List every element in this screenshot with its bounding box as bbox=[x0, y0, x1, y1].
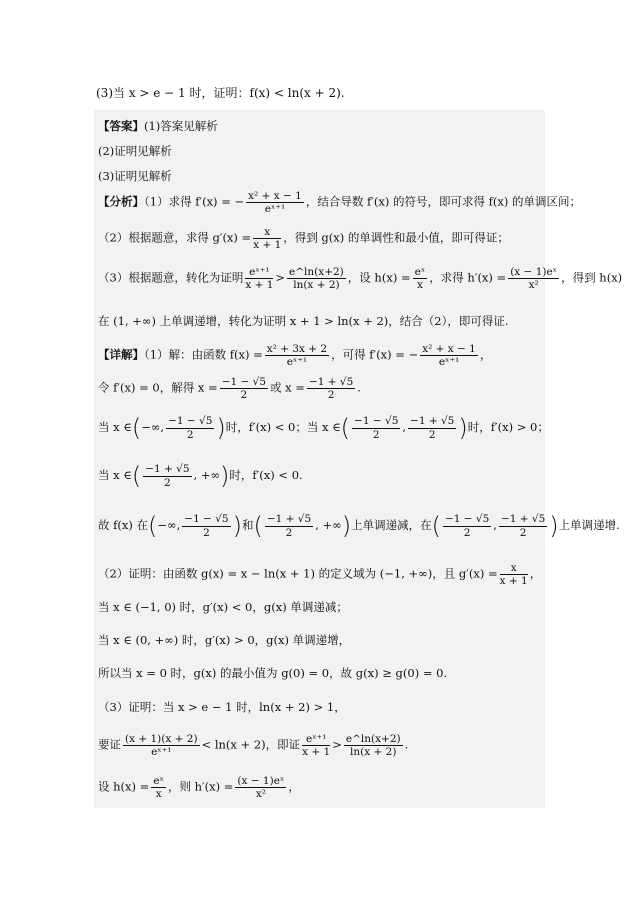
fraction bbox=[246, 190, 304, 215]
detail-d6-end: ， bbox=[529, 566, 542, 581]
detail-line-4 bbox=[98, 462, 303, 490]
frac-num: (x − 1)eˣ bbox=[510, 266, 558, 278]
frac-den: 2 bbox=[186, 428, 194, 441]
detail-line-3: 当 x ∈(−∞, $\frac{-1 - √5}{2}$ )时，f′(x) < 0；当 x ∈( $\frac{-1 - √5}{2}$ , $\frac{-1 + √5}{2}$ )时，f′(x) > 0； bbox=[98, 414, 549, 442]
frac-num: x² + x − 1 bbox=[422, 343, 476, 355]
detail-d11-mid: < ln(x + 2)，即证 bbox=[201, 737, 301, 752]
paren-open: ( bbox=[431, 512, 441, 540]
analysis-l3-text-b: ，得到 h(x) bbox=[561, 270, 623, 285]
frac-den: x + 1 bbox=[245, 279, 274, 292]
frac-num: x bbox=[500, 562, 528, 575]
frac-den: x² bbox=[528, 279, 539, 292]
answer-part-3: (3)证明见解析 bbox=[98, 169, 172, 183]
paren-open: ( bbox=[340, 414, 351, 442]
fraction bbox=[443, 513, 491, 538]
detail-d1-text: （1）解：由函数 f(x) = bbox=[144, 347, 263, 362]
frac-den: eˣ⁺¹ bbox=[286, 356, 308, 369]
fraction bbox=[307, 376, 355, 401]
detail-d4-end: 时，f′(x) < 0. bbox=[229, 468, 303, 482]
paren-open: ( bbox=[131, 414, 142, 442]
fraction bbox=[500, 562, 528, 587]
fraction bbox=[352, 415, 400, 440]
detail-line-5: 故 f(x) 在(−∞, $\frac{-1 - √5}{2}$ )和( $\frac{-1 + √5}{2}$ , +∞)上单调递减，在( $\frac{-1 - √5}{2}$ , $\frac{-1 + √5}{2}$ )上单调递增. bbox=[98, 512, 620, 540]
frac-den: 2 bbox=[285, 526, 293, 539]
frac-num: −1 + √5 bbox=[308, 376, 354, 388]
analysis-l3-mid: ，设 h(x) = bbox=[347, 270, 411, 285]
answer-label: 【答案】 bbox=[98, 119, 144, 133]
paren-close: ) bbox=[216, 414, 226, 442]
frac-den: 2 bbox=[372, 428, 380, 441]
analysis-line-1 bbox=[98, 190, 581, 215]
detail-d5-text: 故 f(x) 在 bbox=[98, 518, 149, 532]
frac-num: −1 + √5 bbox=[266, 513, 312, 526]
fraction bbox=[499, 513, 547, 538]
detail-d5-mid: 上单调递减，在 bbox=[351, 518, 432, 532]
frac-num: −1 + √5 bbox=[410, 415, 455, 428]
frac-den: eˣ⁺¹ bbox=[264, 203, 286, 216]
detail-d12-mid: ，则 h′(x) = bbox=[167, 779, 234, 794]
frac-den: 2 bbox=[327, 389, 335, 402]
paren-close: ) bbox=[458, 414, 468, 442]
fraction bbox=[253, 226, 281, 251]
frac-num: (x + 1)(x + 2) bbox=[125, 733, 198, 745]
frac-den: eˣ⁺¹ bbox=[151, 746, 172, 759]
fraction bbox=[151, 775, 166, 800]
frac-num: −1 − √5 bbox=[444, 513, 490, 526]
frac-den: x bbox=[155, 788, 162, 801]
fraction bbox=[220, 376, 268, 401]
analysis-l3-mid2: ，求得 h′(x) = bbox=[429, 270, 507, 285]
frac-den: x + 1 bbox=[302, 746, 331, 759]
detail-line-10: （3）证明：当 x > e − 1 时，ln(x + 2) > 1， bbox=[98, 700, 346, 714]
detail-line-2 bbox=[98, 376, 361, 401]
frac-num: −1 − √5 bbox=[221, 376, 267, 388]
paren-close: ) bbox=[549, 512, 559, 540]
fraction bbox=[245, 266, 273, 291]
frac-num: eˣ bbox=[414, 266, 426, 278]
analysis-l2-text: （2）根据题意，求得 g′(x) = bbox=[98, 230, 252, 245]
paren-close: ) bbox=[341, 512, 352, 540]
frac-den: 2 bbox=[240, 389, 248, 402]
paren-open: ( bbox=[148, 512, 158, 540]
frac-den: eˣ⁺¹ bbox=[438, 356, 460, 369]
detail-line-12 bbox=[98, 775, 300, 800]
frac-num: −1 + √5 bbox=[145, 463, 190, 476]
detail-line-7: 当 x ∈ (−1, 0) 时，g′(x) < 0，g(x) 单调递减； bbox=[98, 600, 348, 614]
analysis-line-2 bbox=[98, 226, 509, 251]
fraction bbox=[508, 266, 559, 291]
detail-line-11 bbox=[98, 733, 408, 758]
frac-den: ln(x + 2) bbox=[350, 746, 397, 759]
frac-den: x + 1 bbox=[253, 239, 282, 252]
frac-den: x bbox=[416, 279, 423, 292]
gt-sign: > bbox=[275, 270, 286, 285]
analysis-line-3 bbox=[98, 266, 622, 291]
frac-num: eˣ⁺¹ bbox=[302, 733, 330, 746]
frac-den: 2 bbox=[463, 526, 471, 539]
frac-den: x² bbox=[255, 788, 266, 801]
answer-part-1: (1)答案见解析 bbox=[144, 119, 218, 133]
analysis-l2-text-b: ，得到 g(x) 的单调性和最小值，即可得证； bbox=[283, 230, 509, 245]
frac-den: ln(x + 2) bbox=[293, 279, 340, 292]
paren-close: ) bbox=[220, 462, 230, 490]
detail-d12-text: 设 h(x) = bbox=[98, 779, 150, 794]
frac-num: eˣ⁺¹ bbox=[245, 266, 273, 279]
detail-line-9: 所以当 x = 0 时，g(x) 的最小值为 g(0) = 0，故 g(x) ≥ g(0) = 0. bbox=[98, 666, 448, 680]
frac-num: −1 + √5 bbox=[500, 513, 546, 526]
fraction bbox=[143, 463, 191, 488]
detail-d12-end: ， bbox=[288, 779, 300, 794]
analysis-line-4: 在 (1, +∞) 上单调递增，转化为证明 x + 1 > ln(x + 2)，结合（2），即可得证. bbox=[98, 314, 509, 328]
and-word: 和 bbox=[241, 518, 254, 532]
interval-right: , +∞ bbox=[193, 468, 221, 482]
gt-sign: > bbox=[332, 737, 342, 752]
interval-right: , +∞ bbox=[315, 518, 342, 532]
frac-num: −1 − √5 bbox=[184, 513, 229, 526]
detail-d3-mid: 时，f′(x) < 0；当 x ∈ bbox=[225, 420, 341, 434]
detail-line-1 bbox=[98, 343, 491, 368]
frac-den: 2 bbox=[164, 476, 171, 489]
fraction bbox=[287, 266, 346, 291]
fraction bbox=[420, 343, 478, 368]
fraction bbox=[166, 415, 214, 440]
frac-num: −1 − √5 bbox=[354, 415, 399, 428]
analysis-l3-text: （3）根据题意，转化为证明 bbox=[98, 270, 244, 285]
fraction bbox=[182, 513, 230, 538]
analysis-l1-text-b: ，结合导数 f′(x) 的符号，即可求得 f(x) 的单调区间； bbox=[305, 194, 581, 209]
detail-d3-end: 时，f′(x) > 0； bbox=[467, 420, 549, 434]
detail-d11-end: . bbox=[404, 737, 409, 752]
analysis-label: 【分析】 bbox=[98, 194, 144, 209]
fraction bbox=[302, 733, 330, 758]
detail-line-6 bbox=[98, 562, 541, 587]
detail-d3-text: 当 x ∈ bbox=[98, 420, 132, 434]
frac-den: 2 bbox=[519, 526, 527, 539]
detail-d11-text: 要证 bbox=[98, 737, 121, 752]
fraction bbox=[265, 513, 313, 538]
frac-den: 2 bbox=[428, 428, 436, 441]
paren-open: ( bbox=[253, 512, 263, 540]
frac-num: x bbox=[253, 226, 281, 239]
frac-den: 2 bbox=[203, 526, 210, 539]
interval-left: −∞, bbox=[141, 420, 165, 434]
frac-num: e^ln(x+2) bbox=[289, 266, 344, 278]
frac-num: e^ln(x+2) bbox=[345, 733, 401, 745]
detail-d5-end: 上单调递增. bbox=[558, 518, 620, 532]
fraction bbox=[408, 415, 456, 440]
detail-d4-text: 当 x ∈ bbox=[98, 468, 132, 482]
paren-open: ( bbox=[131, 462, 142, 490]
analysis-l1-text: （1）求得 f′(x) = − bbox=[144, 194, 245, 209]
fraction bbox=[235, 775, 286, 800]
frac-num: eˣ bbox=[153, 775, 164, 787]
frac-num: (x − 1)eˣ bbox=[237, 775, 285, 787]
frac-num: x² + 3x + 2 bbox=[266, 343, 328, 355]
paren-close: ) bbox=[232, 512, 242, 540]
fraction bbox=[344, 733, 403, 758]
detail-label: 【详解】 bbox=[98, 347, 144, 362]
question-3: (3)当 x > e − 1 时，证明：f(x) < ln(x + 2). bbox=[96, 86, 345, 100]
detail-line-8: 当 x ∈ (0, +∞) 时，g′(x) > 0，g(x) 单调递增， bbox=[98, 633, 351, 647]
detail-d2-end: . bbox=[357, 380, 361, 395]
frac-den: x + 1 bbox=[499, 575, 528, 588]
fraction bbox=[265, 343, 329, 368]
detail-d1-mid: ，可得 f′(x) = − bbox=[331, 347, 419, 362]
detail-d2-text: 令 f′(x) = 0，解得 x = bbox=[98, 380, 218, 395]
detail-d1-end: ， bbox=[479, 347, 492, 362]
fraction bbox=[413, 266, 428, 291]
interval-left: −∞, bbox=[157, 518, 181, 532]
detail-d2-mid: 或 x = bbox=[270, 380, 305, 395]
detail-d6-text: （2）证明：由函数 g(x) = x − ln(x + 1) 的定义域为 (−1, +∞)，且 g′(x) = bbox=[98, 566, 498, 581]
fraction bbox=[123, 733, 200, 758]
answer-line-1 bbox=[98, 118, 218, 134]
frac-num: −1 − √5 bbox=[168, 415, 213, 428]
frac-num: x² + x − 1 bbox=[248, 190, 302, 202]
answer-part-2: (2)证明见解析 bbox=[98, 144, 172, 158]
